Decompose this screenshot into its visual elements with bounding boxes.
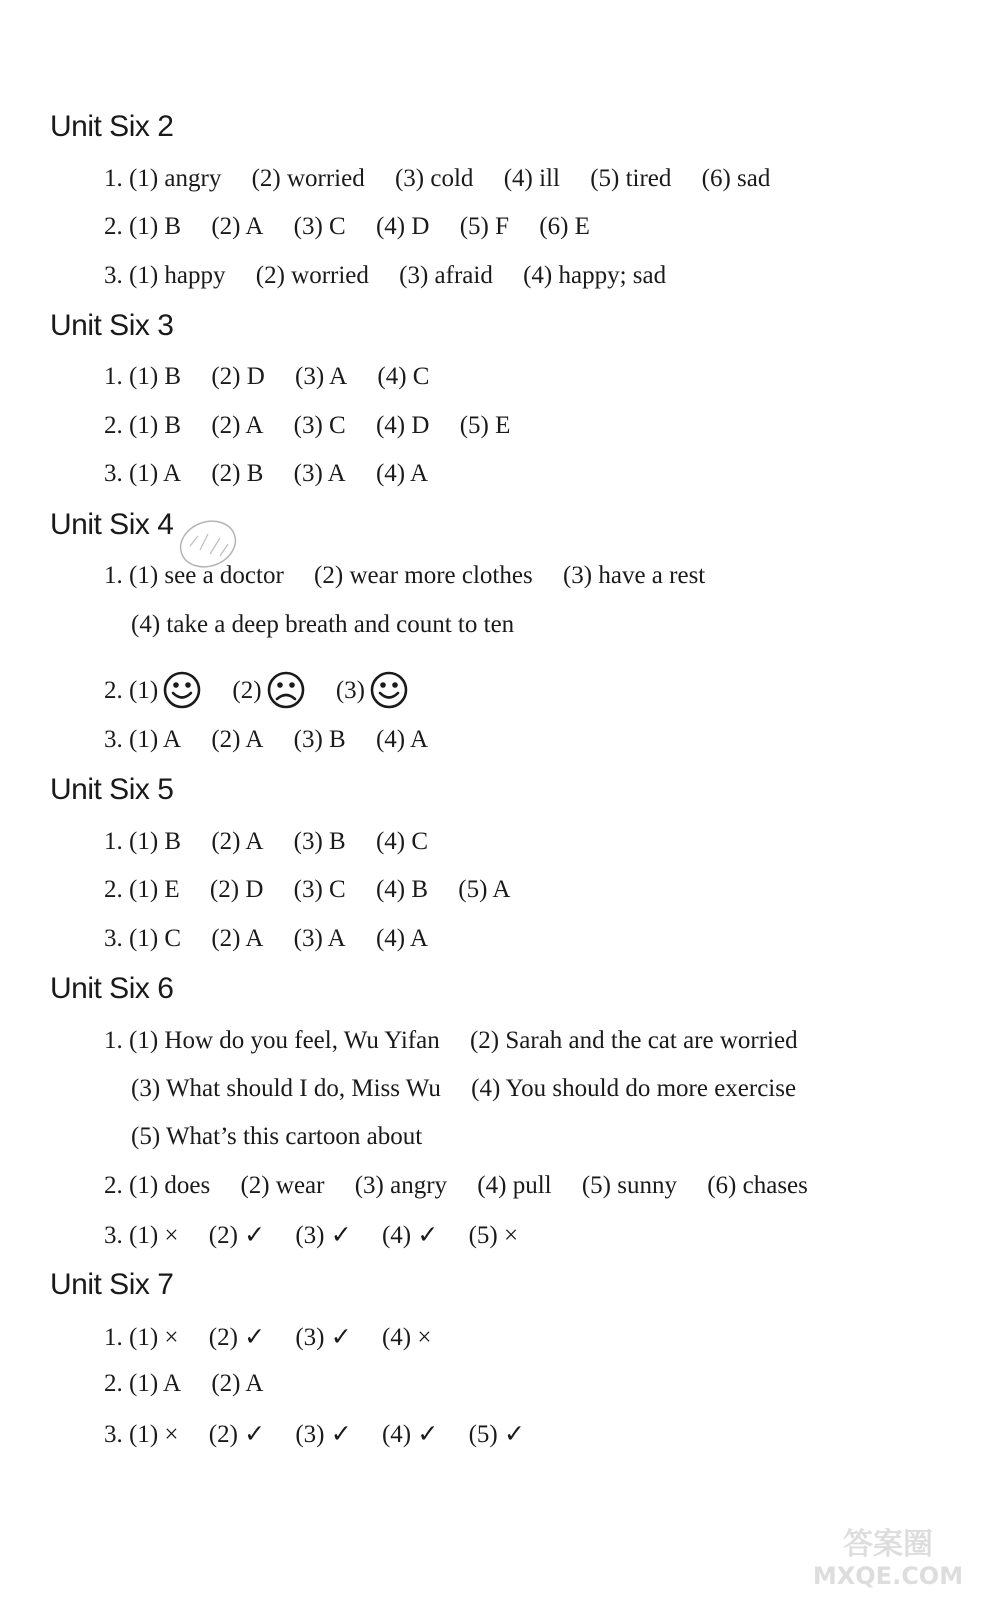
- face-answer: [232, 670, 305, 710]
- answer-item: (4) D: [375, 412, 430, 439]
- answer-line-faces: [104, 670, 409, 710]
- face-answer: [336, 670, 409, 710]
- question-number: 2.: [104, 213, 123, 240]
- answer-item: (2) B: [211, 460, 264, 487]
- answer-item: (4) ×: [381, 1324, 432, 1351]
- answer-item: (2) A: [211, 412, 264, 439]
- answer-item: (3) ✓: [295, 1222, 352, 1249]
- answer-item: (4) ill: [503, 165, 560, 192]
- answer-item: (5) What’s this cartoon about: [131, 1123, 423, 1150]
- answer-item: (2) ✓: [208, 1324, 266, 1351]
- answer-item: (2) ✓: [208, 1222, 266, 1249]
- answer-item: (4) take a deep breath and count to ten: [131, 611, 515, 638]
- question-number: 1.: [104, 562, 123, 589]
- answer-item: (2) D: [211, 363, 265, 390]
- answer-item: (2) A: [211, 213, 264, 240]
- unit-title: Unit Six 3: [50, 309, 174, 342]
- answer-item: (1) A: [129, 726, 182, 753]
- answer-item: (6) chases: [707, 1172, 808, 1199]
- answer-line: [104, 562, 705, 590]
- answer-item: (4) A: [375, 925, 429, 952]
- question-number: 1.: [104, 165, 123, 192]
- watermark-text-bottom: MXQE.COM: [812, 1562, 964, 1590]
- answer-item: (2) wear: [240, 1172, 325, 1199]
- question-number: 2.: [104, 1172, 123, 1199]
- answer-item: (4) happy; sad: [523, 262, 667, 289]
- unit-title: Unit Six 2: [50, 110, 174, 143]
- answer-item: (6) sad: [701, 165, 771, 192]
- question-number: 2.: [104, 1370, 123, 1397]
- frowny-face-icon: [266, 670, 306, 710]
- answer-item: (4) You should do more exercise: [471, 1075, 797, 1102]
- answer-line: [104, 363, 429, 391]
- answer-line: [104, 1172, 808, 1200]
- answer-item: (3) C: [293, 876, 346, 903]
- question-number: 2.: [104, 412, 123, 439]
- unit-title: Unit Six 5: [50, 773, 174, 806]
- answer-line: [104, 925, 428, 953]
- answer-item: (2) A: [211, 726, 264, 753]
- question-number: 2.: [104, 876, 123, 903]
- answer-item: (1) A: [129, 1370, 182, 1397]
- question-number: 3.: [104, 1222, 123, 1249]
- answer-item: (1) ×: [129, 1421, 179, 1448]
- answer-item: (3) C: [293, 412, 346, 439]
- question-number: 1.: [104, 363, 123, 390]
- answer-item: (5) A: [458, 876, 511, 903]
- question-number: 2.: [104, 677, 123, 704]
- answer-line: [104, 1027, 798, 1055]
- answer-line: [104, 1220, 518, 1250]
- answer-item: (1) does: [129, 1172, 211, 1199]
- answer-line: [104, 1370, 263, 1398]
- answer-line: [104, 1419, 525, 1449]
- answer-item: (4) A: [375, 726, 429, 753]
- question-number: 1.: [104, 1324, 123, 1351]
- answer-item: (4) B: [375, 876, 429, 903]
- answer-item: (5) tired: [590, 165, 672, 192]
- question-number: 1.: [104, 828, 123, 855]
- answer-item: (3) have a rest: [562, 562, 706, 589]
- answer-item: (5) ×: [468, 1222, 519, 1249]
- unit-title: Unit Six 7: [50, 1268, 174, 1301]
- face-label: (1): [129, 677, 159, 704]
- answer-item: (3) C: [293, 213, 346, 240]
- smiley-face-icon: [369, 670, 409, 710]
- answer-item: (3) B: [293, 726, 346, 753]
- question-number: 1.: [104, 1027, 123, 1054]
- answer-line: [104, 828, 428, 856]
- answer-item: (1) B: [129, 213, 182, 240]
- answer-item: (3) cold: [394, 165, 474, 192]
- answer-item: (2) ✓: [208, 1421, 266, 1448]
- answer-line: [104, 412, 510, 440]
- answer-item: (1) B: [129, 412, 182, 439]
- answer-item: (3) B: [293, 828, 346, 855]
- answer-item: (6) E: [539, 213, 590, 240]
- answer-item: (3) A: [293, 925, 346, 952]
- answer-line: [104, 726, 428, 754]
- answer-item: (4) ✓: [381, 1222, 439, 1249]
- watermark-logo: [798, 1520, 978, 1590]
- answer-item: (1) How do you feel, Wu Yifan: [129, 1027, 440, 1054]
- answer-item: (1) ×: [129, 1324, 179, 1351]
- answer-item: (5) sunny: [581, 1172, 677, 1199]
- answer-item: (2) Sarah and the cat are worried: [469, 1027, 798, 1054]
- answer-item: (1) C: [129, 925, 182, 952]
- question-number: 3.: [104, 460, 123, 487]
- answer-item: (2) worried: [255, 262, 369, 289]
- answer-item: (3) A: [295, 363, 348, 390]
- answer-item: (4) A: [375, 460, 429, 487]
- answer-item: (3) ✓: [295, 1421, 352, 1448]
- answer-item: (4) pull: [477, 1172, 552, 1199]
- answer-item: (4) C: [375, 828, 429, 855]
- answer-line: [104, 262, 666, 290]
- unit-title: Unit Six 6: [50, 972, 174, 1005]
- unit-title: Unit Six 4: [50, 508, 174, 541]
- face-label: (3): [335, 677, 365, 704]
- answer-item: (1) angry: [129, 165, 222, 192]
- answer-item: (5) ✓: [468, 1421, 525, 1448]
- answer-item: (4) C: [377, 363, 430, 390]
- answer-item: (3) What should I do, Miss Wu: [131, 1075, 441, 1102]
- answer-item: (3) ✓: [295, 1324, 352, 1351]
- answer-item: (3) afraid: [399, 262, 493, 289]
- smiley-face-icon: [162, 670, 202, 710]
- answer-line: [104, 460, 428, 488]
- answer-item: (2) D: [209, 876, 264, 903]
- answer-item: (2) worried: [251, 165, 365, 192]
- answer-item: (3) angry: [354, 1172, 448, 1199]
- face-label: (2): [232, 677, 262, 704]
- answer-item: (1) B: [129, 363, 182, 390]
- answer-line: [131, 611, 514, 639]
- answer-item: (1) A: [129, 460, 182, 487]
- answer-item: (1) E: [129, 876, 180, 903]
- question-number: 3.: [104, 925, 123, 952]
- answer-item: (3) A: [293, 460, 346, 487]
- answer-item: (5) E: [459, 412, 511, 439]
- answer-item: (1) see a doctor: [129, 562, 284, 589]
- answer-item: (4) ✓: [381, 1421, 439, 1448]
- face-answer: [129, 670, 202, 710]
- question-number: 3.: [104, 726, 123, 753]
- answer-line: [104, 1322, 431, 1352]
- answer-item: (5) F: [459, 213, 510, 240]
- answer-line: [131, 1075, 796, 1103]
- answer-line: [104, 213, 590, 241]
- answer-item: (1) happy: [129, 262, 226, 289]
- question-number: 3.: [104, 1421, 123, 1448]
- answer-line: [104, 165, 770, 193]
- question-number: 3.: [104, 262, 123, 289]
- answer-item: (2) wear more clothes: [314, 562, 533, 589]
- answer-line: [104, 876, 510, 904]
- answer-item: (2) A: [211, 1370, 264, 1397]
- answer-item: (4) D: [375, 213, 430, 240]
- answer-line: [131, 1123, 422, 1151]
- answer-item: (2) A: [211, 828, 264, 855]
- watermark-text-top: 答案圈: [843, 1527, 933, 1562]
- answer-item: (1) B: [129, 828, 182, 855]
- answer-item: (1) ×: [129, 1222, 179, 1249]
- answer-item: (2) A: [211, 925, 264, 952]
